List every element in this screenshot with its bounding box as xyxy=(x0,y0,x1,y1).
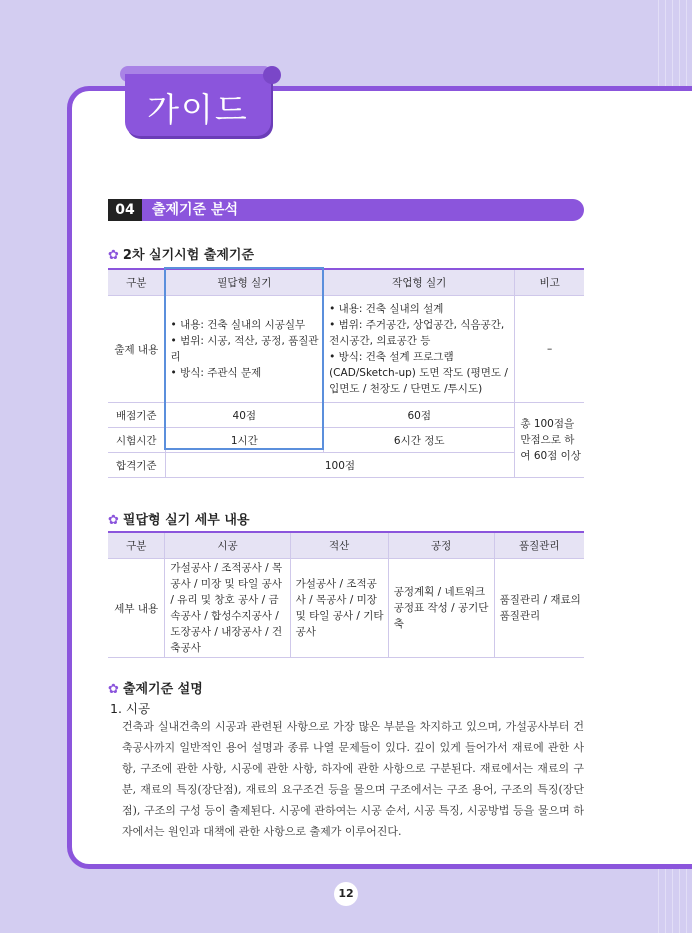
guide-title: 가이드 xyxy=(147,90,249,129)
practical-content-cell xyxy=(324,296,515,403)
section-header xyxy=(108,199,584,221)
table-row xyxy=(108,403,584,428)
row-label: 시험시간 xyxy=(108,428,165,453)
explain-heading xyxy=(108,678,203,697)
estimation-cell: 가설공사 / 조적공사 / 목공사 / 미장 및 타일 공사 / 기타 공사 xyxy=(290,559,388,658)
list-item: • 내용: 건축 실내의 설계 xyxy=(329,301,513,317)
table-cell: 60점 xyxy=(324,403,515,428)
header-cell: 필답형 실기 xyxy=(165,269,324,296)
table1-heading-text: 2차 실기시험 출제기준 xyxy=(122,248,255,263)
note-cell: – xyxy=(515,296,584,403)
header-cell: 구분 xyxy=(108,269,165,296)
table-row xyxy=(108,428,584,453)
table-cell: 40점 xyxy=(165,403,324,428)
table-cell: 100점 xyxy=(165,453,515,478)
list-item: • 방식: 주관식 문제 xyxy=(171,365,323,381)
page-number: 12 xyxy=(334,882,358,906)
table-cell: 1시간 xyxy=(165,428,324,453)
list-item: • 범위: 시공, 적산, 공정, 품질관리 xyxy=(171,333,323,365)
written-detail-table xyxy=(108,531,584,658)
section-title: 출제기준 분석 xyxy=(152,202,239,218)
table2-heading xyxy=(108,509,250,528)
table1-heading xyxy=(108,244,254,263)
scroll-curl-icon xyxy=(263,66,281,84)
explain-heading-text: 출제기준 설명 xyxy=(122,682,203,697)
flower-bullet-icon: ✿ xyxy=(108,513,119,528)
schedule-cell: 공정계획 / 네트워크 공정표 작성 / 공기단축 xyxy=(388,559,494,658)
row-label: 합격기준 xyxy=(108,453,165,478)
table-row xyxy=(108,559,584,658)
header-cell: 구분 xyxy=(108,532,165,559)
header-cell: 비고 xyxy=(515,269,584,296)
note-merged-cell: 총 100점을 만점으로 하여 60점 이상 xyxy=(515,403,584,478)
list-item: • 방식: 건축 설계 프로그램 (CAD/Sketch-up) 도면 작도 (평면도 / 입면도 / 천장도 / 단면도 /투시도) xyxy=(329,349,513,397)
table-cell: 6시간 정도 xyxy=(324,428,515,453)
header-cell: 작업형 실기 xyxy=(324,269,515,296)
construction-cell: 가설공사 / 조적공사 / 목공사 / 미장 및 타일 공사 / 유리 및 창호 공사 / 금속공사 / 합성수지공사 / 도장공사 / 내장공사 / 건축공사 xyxy=(165,559,290,658)
row-label: 배점기준 xyxy=(108,403,165,428)
row-label: 출제 내용 xyxy=(108,296,165,403)
header-cell: 공정 xyxy=(388,532,494,559)
table-header-row xyxy=(108,532,584,559)
item-title: 1. 시공 xyxy=(110,701,151,716)
list-item: • 범위: 주거공간, 상업공간, 식음공간, 전시공간, 의료공간 등 xyxy=(329,317,513,349)
quality-cell: 품질관리 / 재료의 품질관리 xyxy=(494,559,584,658)
table-row xyxy=(108,453,584,478)
exam-criteria-table xyxy=(108,268,584,478)
flower-bullet-icon: ✿ xyxy=(108,248,119,263)
table-header-row xyxy=(108,269,584,296)
explanation-paragraph: 건축과 실내건축의 시공과 관련된 사항으로 가장 많은 부분을 차지하고 있으며, 가설공사부터 건축공사까지 일반적인 용어 설명과 종류 나열 문제들이 있다. 깊이 있게 들어가서 재료에 관한 사항, 구조에 관한 사항, 시공에 관한 사항, 하자에 관한 사항으로 구분된다. 재료에서는 재료의 구분, 재료의 특징(장단점), 재료의 요구조건 등을 물으며 구조에서는 구조 용어, 구조의 특징(장단점), 구조의 구성 등이 출제된다. 시공에 관하여는 시공 순서, 시공 특징, 시공방법 등을 물으며 하자에서는 원인과 대책에 관한 사항으로 출제가 이루어진다. xyxy=(122,720,584,838)
header-cell: 품질관리 xyxy=(494,532,584,559)
row-label: 세부 내용 xyxy=(108,559,165,658)
header-cell: 시공 xyxy=(165,532,290,559)
table-row xyxy=(108,296,584,403)
written-content-cell xyxy=(165,296,324,403)
list-item: • 내용: 건축 실내의 시공실무 xyxy=(171,317,323,333)
header-cell: 적산 xyxy=(290,532,388,559)
decorative-stripes-top xyxy=(652,0,692,100)
flower-bullet-icon: ✿ xyxy=(108,682,119,697)
section-number: 04 xyxy=(108,199,142,221)
table2-heading-text: 필답형 실기 세부 내용 xyxy=(122,513,250,528)
